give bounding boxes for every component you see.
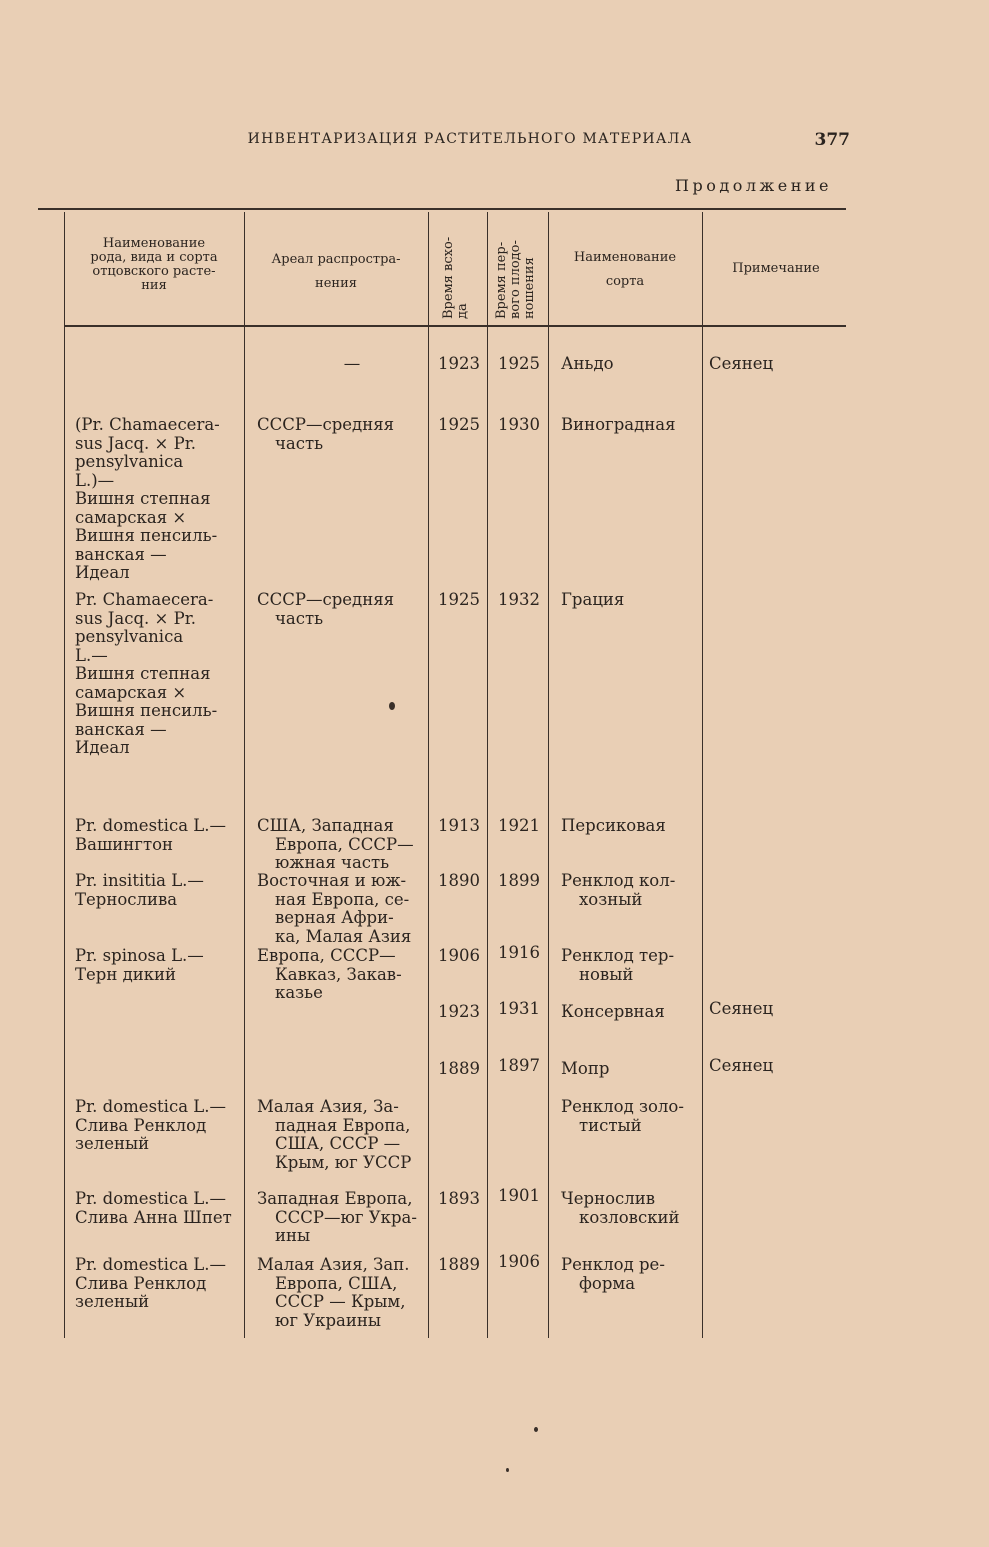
running-title: ИНВЕНТАРИЗАЦИЯ РАСТИТЕЛЬНОГО МАТЕРИАЛА [247, 131, 693, 147]
header-variety: Наименование сорта [573, 250, 677, 289]
ink-speck [389, 702, 395, 710]
table-cell-parent: Pr. domestica L.— Слива Ренклод зеленый [75, 1097, 226, 1153]
table-header-rule [64, 325, 846, 327]
table-cell-variety: Ренклод кол- хозный [561, 871, 676, 909]
table-cell-emergence: 1890 [438, 871, 480, 890]
column-divider [244, 212, 245, 1338]
table-cell-emergence: 1906 [438, 946, 480, 965]
table-cell-variety: Ренклод тер- новый [561, 946, 675, 984]
table-cell-fruiting: 1906 [498, 1252, 540, 1271]
header-parent: Наименование рода, вида и сорта отцовского расте- ния [90, 236, 218, 293]
table-cell-area: Западная Европа, СССР—юг Укра- ины [257, 1189, 417, 1245]
header-note: Примечание [732, 261, 820, 276]
table-cell-emergence: 1925 [438, 415, 480, 434]
table-cell-fruiting: 1921 [498, 816, 540, 835]
table-cell-variety: Чернослив козловский [561, 1189, 680, 1227]
table-cell-fruiting: 1897 [498, 1056, 540, 1075]
table-cell-area: Восточная и юж- ная Европа, се- верная Афри- ка, Малая Азия [257, 871, 412, 946]
table-cell-note: Сеянец [709, 999, 774, 1018]
table-cell-area: — [343, 354, 361, 373]
table-cell-fruiting: 1901 [498, 1186, 540, 1205]
table-cell-variety: Мопр [561, 1059, 610, 1078]
table-cell-area: Малая Азия, За- падная Европа, США, СССР — Крым, юг УССР [257, 1097, 412, 1172]
table-top-rule [38, 208, 846, 210]
ink-speck [534, 1427, 538, 1432]
header-area: Ареал распростра- нения [271, 252, 401, 291]
table-cell-area: СССР—средняя часть [257, 590, 395, 628]
table-cell-area: СССР—средняя часть [257, 415, 395, 453]
ink-speck [506, 1468, 509, 1472]
continued-label: Продолжение [675, 176, 832, 195]
page-number: 377 [814, 130, 850, 150]
table-cell-area: США, Западная Европа, СССР— южная часть [257, 816, 414, 872]
column-divider [702, 212, 703, 1338]
table-cell-variety: Аньдо [561, 354, 614, 373]
header-emergence: Время всхо- да [441, 236, 470, 319]
column-divider [548, 212, 549, 1338]
table-cell-note: Сеянец [709, 354, 774, 373]
table-cell-emergence: 1925 [438, 590, 480, 609]
table-cell-emergence: 1889 [438, 1255, 480, 1274]
table-cell-emergence: 1889 [438, 1059, 480, 1078]
table-cell-area: Европа, СССР— Кавказ, Закав- казье [257, 946, 402, 1002]
table-cell-parent: Pr. Chamaecera- sus Jacq. × Pr. pensylvanica L.— Вишня степная самарская × Вишня пенсиль- ванская — Идеал [75, 590, 218, 757]
table-cell-variety: Ренклод ре- форма [561, 1255, 665, 1293]
table-cell-note: Сеянец [709, 1056, 774, 1075]
header-fruiting: Время пер- вого плодо- ношения [494, 240, 537, 319]
table-cell-variety: Грация [561, 590, 625, 609]
table-cell-emergence: 1893 [438, 1189, 480, 1208]
table-cell-area: Малая Азия, Зап. Европа, США, СССР — Крым, юг Украины [257, 1255, 410, 1330]
table-cell-parent: Pr. spinosa L.— Терн дикий [75, 946, 204, 984]
column-divider [487, 212, 488, 1338]
table-cell-fruiting: 1925 [498, 354, 540, 373]
table-cell-variety: Консервная [561, 1002, 665, 1021]
table-cell-emergence: 1913 [438, 816, 480, 835]
column-divider [64, 212, 65, 1338]
table-cell-parent: (Pr. Chamaecera- sus Jacq. × Pr. pensylvanica L.)— Вишня степная самарская × Вишня пенсиль- ванская — Идеал [75, 415, 220, 582]
table-cell-emergence: 1923 [438, 354, 480, 373]
table-cell-fruiting: 1930 [498, 415, 540, 434]
table-cell-parent: Pr. domestica L.— Слива Анна Шпет [75, 1189, 232, 1227]
table-cell-variety: Ренклод золо- тистый [561, 1097, 684, 1135]
table-cell-emergence: 1923 [438, 1002, 480, 1021]
table-cell-fruiting: 1931 [498, 999, 540, 1018]
table-cell-parent: Pr. domestica L.— Вашингтон [75, 816, 226, 854]
table-cell-variety: Персиковая [561, 816, 666, 835]
table-cell-fruiting: 1916 [498, 943, 540, 962]
table-cell-fruiting: 1899 [498, 871, 540, 890]
table-cell-parent: Pr. insititia L.— Тернослива [75, 871, 204, 909]
table-cell-fruiting: 1932 [498, 590, 540, 609]
table-cell-variety: Виноградная [561, 415, 676, 434]
table-cell-parent: Pr. domestica L.— Слива Ренклод зеленый [75, 1255, 226, 1311]
